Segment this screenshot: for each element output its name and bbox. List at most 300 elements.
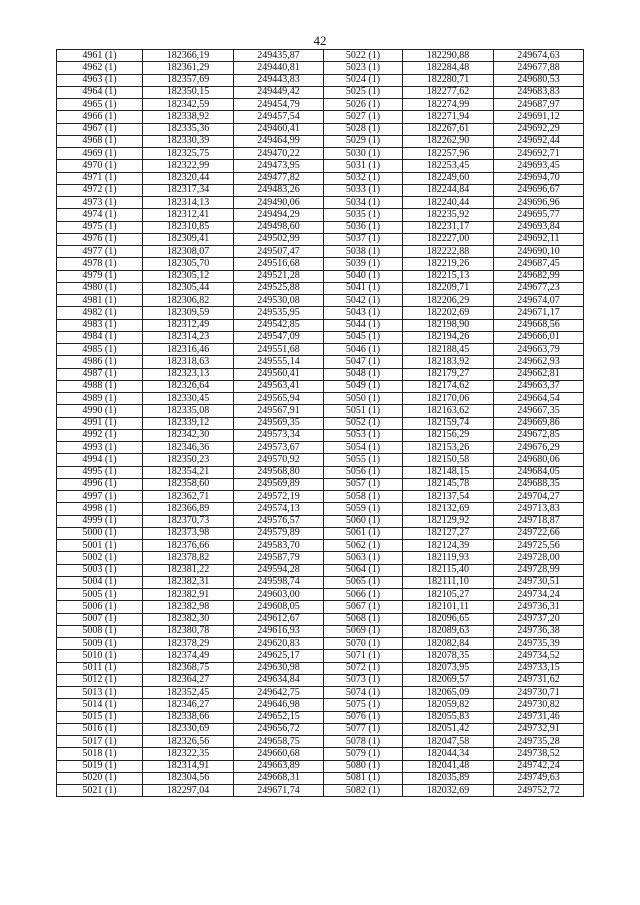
y-coordinate-left-cell: 249663,89 (234, 760, 324, 772)
x-coordinate-right-cell: 182219,26 (403, 258, 494, 270)
x-coordinate-right-cell: 182159,74 (403, 417, 494, 429)
point-id-left-cell: 5007 (1) (57, 613, 143, 625)
point-id-left-cell: 4970 (1) (57, 160, 143, 172)
y-coordinate-right-cell: 249731,62 (494, 674, 584, 686)
point-id-right-cell: 5041 (1) (324, 282, 403, 294)
y-coordinate-right-cell: 249734,24 (494, 589, 584, 601)
y-coordinate-right-cell: 249731,46 (494, 711, 584, 723)
y-coordinate-right-cell: 249722,66 (494, 527, 584, 539)
coordinates-table (56, 49, 584, 797)
y-coordinate-right-cell: 249662,93 (494, 356, 584, 368)
point-id-left-cell: 4993 (1) (57, 442, 143, 454)
x-coordinate-right-cell: 182065,09 (403, 687, 494, 699)
y-coordinate-left-cell: 249440,81 (234, 62, 324, 74)
x-coordinate-left-cell: 182326,56 (143, 736, 234, 748)
y-coordinate-left-cell: 249583,70 (234, 540, 324, 552)
y-coordinate-left-cell: 249568,80 (234, 466, 324, 478)
x-coordinate-left-cell: 182357,69 (143, 74, 234, 86)
point-id-right-cell: 5078 (1) (324, 736, 403, 748)
point-id-left-cell: 5013 (1) (57, 687, 143, 699)
table-row (57, 50, 584, 62)
x-coordinate-left-cell: 182308,07 (143, 246, 234, 258)
y-coordinate-right-cell: 249713,83 (494, 503, 584, 515)
table-row (57, 209, 584, 221)
y-coordinate-left-cell: 249470,22 (234, 148, 324, 160)
y-coordinate-right-cell: 249735,28 (494, 736, 584, 748)
table-row (57, 662, 584, 674)
y-coordinate-right-cell: 249736,31 (494, 601, 584, 613)
table-row (57, 184, 584, 196)
point-id-left-cell: 4989 (1) (57, 393, 143, 405)
point-id-left-cell: 5016 (1) (57, 723, 143, 735)
table-row (57, 442, 584, 454)
point-id-left-cell: 4992 (1) (57, 429, 143, 441)
point-id-right-cell: 5026 (1) (324, 99, 403, 111)
x-coordinate-right-cell: 182206,29 (403, 295, 494, 307)
x-coordinate-right-cell: 182290,88 (403, 50, 494, 62)
x-coordinate-left-cell: 182364,27 (143, 674, 234, 686)
y-coordinate-left-cell: 249668,31 (234, 772, 324, 784)
table-row (57, 785, 584, 797)
x-coordinate-left-cell: 182381,22 (143, 564, 234, 576)
y-coordinate-left-cell: 249502,99 (234, 233, 324, 245)
point-id-right-cell: 5029 (1) (324, 135, 403, 147)
y-coordinate-right-cell: 249674,07 (494, 295, 584, 307)
point-id-left-cell: 4961 (1) (57, 50, 143, 62)
point-id-right-cell: 5022 (1) (324, 50, 403, 62)
table-row (57, 540, 584, 552)
y-coordinate-right-cell: 249680,53 (494, 74, 584, 86)
x-coordinate-right-cell: 182163,62 (403, 405, 494, 417)
y-coordinate-left-cell: 249498,60 (234, 221, 324, 233)
y-coordinate-right-cell: 249662,81 (494, 368, 584, 380)
y-coordinate-left-cell: 249507,47 (234, 246, 324, 258)
point-id-right-cell: 5055 (1) (324, 454, 403, 466)
x-coordinate-left-cell: 182362,71 (143, 491, 234, 503)
x-coordinate-left-cell: 182318,63 (143, 356, 234, 368)
y-coordinate-right-cell: 249730,51 (494, 576, 584, 588)
x-coordinate-right-cell: 182137,54 (403, 491, 494, 503)
table-row (57, 319, 584, 331)
x-coordinate-left-cell: 182317,34 (143, 184, 234, 196)
y-coordinate-left-cell: 249473,95 (234, 160, 324, 172)
x-coordinate-left-cell: 182304,56 (143, 772, 234, 784)
point-id-left-cell: 5018 (1) (57, 748, 143, 760)
point-id-right-cell: 5032 (1) (324, 172, 403, 184)
point-id-left-cell: 4974 (1) (57, 209, 143, 221)
y-coordinate-left-cell: 249477,82 (234, 172, 324, 184)
y-coordinate-right-cell: 249730,82 (494, 699, 584, 711)
table-row (57, 454, 584, 466)
point-id-right-cell: 5057 (1) (324, 478, 403, 490)
y-coordinate-left-cell: 249464,99 (234, 135, 324, 147)
point-id-left-cell: 5009 (1) (57, 638, 143, 650)
x-coordinate-left-cell: 182305,44 (143, 282, 234, 294)
point-id-right-cell: 5027 (1) (324, 111, 403, 123)
y-coordinate-left-cell: 249567,91 (234, 405, 324, 417)
point-id-left-cell: 4987 (1) (57, 368, 143, 380)
y-coordinate-left-cell: 249560,41 (234, 368, 324, 380)
point-id-left-cell: 4998 (1) (57, 503, 143, 515)
point-id-left-cell: 4963 (1) (57, 74, 143, 86)
y-coordinate-right-cell: 249728,00 (494, 552, 584, 564)
point-id-right-cell: 5065 (1) (324, 576, 403, 588)
y-coordinate-right-cell: 249704,27 (494, 491, 584, 503)
x-coordinate-left-cell: 182314,91 (143, 760, 234, 772)
point-id-left-cell: 5005 (1) (57, 589, 143, 601)
y-coordinate-left-cell: 249449,42 (234, 86, 324, 98)
y-coordinate-right-cell: 249752,72 (494, 785, 584, 797)
y-coordinate-left-cell: 249594,28 (234, 564, 324, 576)
x-coordinate-right-cell: 182111,10 (403, 576, 494, 588)
y-coordinate-right-cell: 249725,56 (494, 540, 584, 552)
point-id-right-cell: 5080 (1) (324, 760, 403, 772)
table-row (57, 197, 584, 209)
table-row (57, 356, 584, 368)
point-id-right-cell: 5053 (1) (324, 429, 403, 441)
table-row (57, 711, 584, 723)
table-row (57, 368, 584, 380)
y-coordinate-left-cell: 249460,41 (234, 123, 324, 135)
y-coordinate-left-cell: 249569,89 (234, 478, 324, 490)
point-id-right-cell: 5050 (1) (324, 393, 403, 405)
point-id-right-cell: 5035 (1) (324, 209, 403, 221)
point-id-right-cell: 5028 (1) (324, 123, 403, 135)
y-coordinate-left-cell: 249443,83 (234, 74, 324, 86)
y-coordinate-right-cell: 249742,24 (494, 760, 584, 772)
x-coordinate-right-cell: 182209,71 (403, 282, 494, 294)
point-id-right-cell: 5081 (1) (324, 772, 403, 784)
y-coordinate-right-cell: 249692,29 (494, 123, 584, 135)
y-coordinate-right-cell: 249669,86 (494, 417, 584, 429)
y-coordinate-right-cell: 249693,84 (494, 221, 584, 233)
y-coordinate-left-cell: 249521,28 (234, 270, 324, 282)
point-id-right-cell: 5024 (1) (324, 74, 403, 86)
point-id-left-cell: 5004 (1) (57, 576, 143, 588)
x-coordinate-right-cell: 182240,44 (403, 197, 494, 209)
y-coordinate-right-cell: 249671,17 (494, 307, 584, 319)
y-coordinate-left-cell: 249656,72 (234, 723, 324, 735)
point-id-right-cell: 5075 (1) (324, 699, 403, 711)
y-coordinate-right-cell: 249666,01 (494, 331, 584, 343)
x-coordinate-left-cell: 182346,36 (143, 442, 234, 454)
x-coordinate-left-cell: 182382,30 (143, 613, 234, 625)
x-coordinate-left-cell: 182312,49 (143, 319, 234, 331)
point-id-right-cell: 5045 (1) (324, 331, 403, 343)
x-coordinate-right-cell: 182055,83 (403, 711, 494, 723)
point-id-right-cell: 5051 (1) (324, 405, 403, 417)
point-id-left-cell: 4986 (1) (57, 356, 143, 368)
point-id-right-cell: 5076 (1) (324, 711, 403, 723)
table-row (57, 344, 584, 356)
x-coordinate-right-cell: 182267,61 (403, 123, 494, 135)
point-id-left-cell: 5001 (1) (57, 540, 143, 552)
y-coordinate-right-cell: 249736,38 (494, 625, 584, 637)
point-id-left-cell: 4972 (1) (57, 184, 143, 196)
x-coordinate-left-cell: 182326,64 (143, 380, 234, 392)
point-id-left-cell: 4969 (1) (57, 148, 143, 160)
point-id-left-cell: 5012 (1) (57, 674, 143, 686)
point-id-right-cell: 5059 (1) (324, 503, 403, 515)
x-coordinate-right-cell: 182257,96 (403, 148, 494, 160)
x-coordinate-right-cell: 182262,90 (403, 135, 494, 147)
x-coordinate-left-cell: 182314,13 (143, 197, 234, 209)
y-coordinate-left-cell: 249579,89 (234, 527, 324, 539)
point-id-left-cell: 4976 (1) (57, 233, 143, 245)
point-id-left-cell: 4984 (1) (57, 331, 143, 343)
x-coordinate-right-cell: 182101,11 (403, 601, 494, 613)
y-coordinate-right-cell: 249695,77 (494, 209, 584, 221)
point-id-right-cell: 5060 (1) (324, 515, 403, 527)
point-id-left-cell: 4979 (1) (57, 270, 143, 282)
x-coordinate-left-cell: 182305,12 (143, 270, 234, 282)
y-coordinate-left-cell: 249565,94 (234, 393, 324, 405)
table-row (57, 160, 584, 172)
y-coordinate-left-cell: 249642,75 (234, 687, 324, 699)
y-coordinate-left-cell: 249576,57 (234, 515, 324, 527)
y-coordinate-left-cell: 249547,09 (234, 331, 324, 343)
x-coordinate-right-cell: 182227,00 (403, 233, 494, 245)
y-coordinate-right-cell: 249677,23 (494, 282, 584, 294)
x-coordinate-left-cell: 182338,66 (143, 711, 234, 723)
x-coordinate-left-cell: 182305,70 (143, 258, 234, 270)
x-coordinate-right-cell: 182073,95 (403, 662, 494, 674)
x-coordinate-right-cell: 182047,58 (403, 736, 494, 748)
x-coordinate-right-cell: 182119,93 (403, 552, 494, 564)
x-coordinate-left-cell: 182378,29 (143, 638, 234, 650)
y-coordinate-left-cell: 249454,79 (234, 99, 324, 111)
y-coordinate-left-cell: 249603,00 (234, 589, 324, 601)
x-coordinate-right-cell: 182150,58 (403, 454, 494, 466)
x-coordinate-left-cell: 182339,12 (143, 417, 234, 429)
y-coordinate-right-cell: 249738,52 (494, 748, 584, 760)
point-id-left-cell: 4981 (1) (57, 295, 143, 307)
y-coordinate-right-cell: 249677,88 (494, 62, 584, 74)
x-coordinate-left-cell: 182346,27 (143, 699, 234, 711)
point-id-left-cell: 4985 (1) (57, 344, 143, 356)
y-coordinate-right-cell: 249664,54 (494, 393, 584, 405)
coordinates-table-body (57, 50, 584, 797)
x-coordinate-left-cell: 182382,98 (143, 601, 234, 613)
x-coordinate-right-cell: 182044,34 (403, 748, 494, 760)
y-coordinate-right-cell: 249676,29 (494, 442, 584, 454)
point-id-right-cell: 5056 (1) (324, 466, 403, 478)
x-coordinate-left-cell: 182378,82 (143, 552, 234, 564)
x-coordinate-left-cell: 182382,91 (143, 589, 234, 601)
table-row (57, 748, 584, 760)
x-coordinate-left-cell: 182314,23 (143, 331, 234, 343)
table-row (57, 491, 584, 503)
point-id-right-cell: 5049 (1) (324, 380, 403, 392)
table-row (57, 527, 584, 539)
point-id-right-cell: 5066 (1) (324, 589, 403, 601)
table-row (57, 552, 584, 564)
x-coordinate-right-cell: 182280,71 (403, 74, 494, 86)
x-coordinate-left-cell: 182342,30 (143, 429, 234, 441)
x-coordinate-left-cell: 182335,36 (143, 123, 234, 135)
table-row (57, 429, 584, 441)
table-row (57, 270, 584, 282)
y-coordinate-left-cell: 249587,79 (234, 552, 324, 564)
point-id-right-cell: 5043 (1) (324, 307, 403, 319)
table-row (57, 613, 584, 625)
x-coordinate-left-cell: 182330,45 (143, 393, 234, 405)
x-coordinate-right-cell: 182202,69 (403, 307, 494, 319)
y-coordinate-right-cell: 249691,12 (494, 111, 584, 123)
point-id-left-cell: 5019 (1) (57, 760, 143, 772)
point-id-right-cell: 5046 (1) (324, 344, 403, 356)
table-row (57, 86, 584, 98)
point-id-left-cell: 5010 (1) (57, 650, 143, 662)
table-row (57, 405, 584, 417)
x-coordinate-left-cell: 182366,89 (143, 503, 234, 515)
point-id-left-cell: 5014 (1) (57, 699, 143, 711)
y-coordinate-left-cell: 249671,74 (234, 785, 324, 797)
x-coordinate-left-cell: 182358,60 (143, 478, 234, 490)
x-coordinate-right-cell: 182194,26 (403, 331, 494, 343)
x-coordinate-right-cell: 182059,82 (403, 699, 494, 711)
x-coordinate-left-cell: 182370,73 (143, 515, 234, 527)
y-coordinate-left-cell: 249573,34 (234, 429, 324, 441)
point-id-right-cell: 5054 (1) (324, 442, 403, 454)
point-id-right-cell: 5067 (1) (324, 601, 403, 613)
y-coordinate-left-cell: 249573,67 (234, 442, 324, 454)
x-coordinate-left-cell: 182368,75 (143, 662, 234, 674)
y-coordinate-left-cell: 249494,29 (234, 209, 324, 221)
point-id-right-cell: 5061 (1) (324, 527, 403, 539)
x-coordinate-right-cell: 182215,13 (403, 270, 494, 282)
y-coordinate-right-cell: 249683,83 (494, 86, 584, 98)
point-id-right-cell: 5073 (1) (324, 674, 403, 686)
x-coordinate-left-cell: 182325,75 (143, 148, 234, 160)
y-coordinate-right-cell: 249690,10 (494, 246, 584, 258)
x-coordinate-right-cell: 182069,57 (403, 674, 494, 686)
x-coordinate-right-cell: 182124,39 (403, 540, 494, 552)
x-coordinate-right-cell: 182105,27 (403, 589, 494, 601)
x-coordinate-left-cell: 182352,45 (143, 687, 234, 699)
table-row (57, 233, 584, 245)
x-coordinate-right-cell: 182222,88 (403, 246, 494, 258)
point-id-left-cell: 4983 (1) (57, 319, 143, 331)
table-row (57, 699, 584, 711)
point-id-left-cell: 5021 (1) (57, 785, 143, 797)
y-coordinate-left-cell: 249652,15 (234, 711, 324, 723)
point-id-right-cell: 5025 (1) (324, 86, 403, 98)
table-row (57, 601, 584, 613)
x-coordinate-right-cell: 182253,45 (403, 160, 494, 172)
point-id-left-cell: 4990 (1) (57, 405, 143, 417)
point-id-right-cell: 5038 (1) (324, 246, 403, 258)
point-id-left-cell: 5002 (1) (57, 552, 143, 564)
x-coordinate-right-cell: 182274,99 (403, 99, 494, 111)
x-coordinate-right-cell: 182153,26 (403, 442, 494, 454)
point-id-left-cell: 5015 (1) (57, 711, 143, 723)
y-coordinate-right-cell: 249696,96 (494, 197, 584, 209)
x-coordinate-left-cell: 182309,41 (143, 233, 234, 245)
x-coordinate-right-cell: 182231,17 (403, 221, 494, 233)
y-coordinate-left-cell: 249598,74 (234, 576, 324, 588)
point-id-left-cell: 4988 (1) (57, 380, 143, 392)
y-coordinate-left-cell: 249612,67 (234, 613, 324, 625)
y-coordinate-right-cell: 249663,79 (494, 344, 584, 356)
x-coordinate-right-cell: 182188,45 (403, 344, 494, 356)
y-coordinate-left-cell: 249616,93 (234, 625, 324, 637)
point-id-left-cell: 4971 (1) (57, 172, 143, 184)
x-coordinate-left-cell: 182380,78 (143, 625, 234, 637)
table-row (57, 564, 584, 576)
point-id-left-cell: 5000 (1) (57, 527, 143, 539)
y-coordinate-left-cell: 249535,95 (234, 307, 324, 319)
x-coordinate-right-cell: 182174,62 (403, 380, 494, 392)
x-coordinate-left-cell: 182330,69 (143, 723, 234, 735)
x-coordinate-left-cell: 182373,98 (143, 527, 234, 539)
point-id-left-cell: 4967 (1) (57, 123, 143, 135)
point-id-right-cell: 5074 (1) (324, 687, 403, 699)
y-coordinate-right-cell: 249684,05 (494, 466, 584, 478)
table-row (57, 331, 584, 343)
table-row (57, 650, 584, 662)
table-row (57, 74, 584, 86)
y-coordinate-right-cell: 249735,39 (494, 638, 584, 650)
x-coordinate-right-cell: 182156,29 (403, 429, 494, 441)
table-row (57, 258, 584, 270)
x-coordinate-right-cell: 182235,92 (403, 209, 494, 221)
table-row (57, 674, 584, 686)
y-coordinate-left-cell: 249530,08 (234, 295, 324, 307)
point-id-right-cell: 5068 (1) (324, 613, 403, 625)
y-coordinate-right-cell: 249687,97 (494, 99, 584, 111)
y-coordinate-right-cell: 249730,71 (494, 687, 584, 699)
x-coordinate-right-cell: 182132,69 (403, 503, 494, 515)
x-coordinate-left-cell: 182374,49 (143, 650, 234, 662)
y-coordinate-left-cell: 249608,05 (234, 601, 324, 613)
y-coordinate-left-cell: 249570,92 (234, 454, 324, 466)
table-row (57, 148, 584, 160)
point-id-left-cell: 4968 (1) (57, 135, 143, 147)
y-coordinate-left-cell: 249457,54 (234, 111, 324, 123)
y-coordinate-right-cell: 249674,63 (494, 50, 584, 62)
point-id-right-cell: 5082 (1) (324, 785, 403, 797)
x-coordinate-right-cell: 182096,65 (403, 613, 494, 625)
y-coordinate-right-cell: 249749,63 (494, 772, 584, 784)
x-coordinate-right-cell: 182170,06 (403, 393, 494, 405)
page-number: 42 (313, 33, 327, 48)
y-coordinate-left-cell: 249551,68 (234, 344, 324, 356)
x-coordinate-right-cell: 182249,60 (403, 172, 494, 184)
point-id-left-cell: 5008 (1) (57, 625, 143, 637)
table-row (57, 589, 584, 601)
point-id-left-cell: 4973 (1) (57, 197, 143, 209)
x-coordinate-left-cell: 182376,66 (143, 540, 234, 552)
point-id-left-cell: 4980 (1) (57, 282, 143, 294)
x-coordinate-right-cell: 182148,15 (403, 466, 494, 478)
point-id-left-cell: 5006 (1) (57, 601, 143, 613)
x-coordinate-right-cell: 182032,69 (403, 785, 494, 797)
table-row (57, 736, 584, 748)
y-coordinate-left-cell: 249483,26 (234, 184, 324, 196)
x-coordinate-left-cell: 182320,44 (143, 172, 234, 184)
y-coordinate-left-cell: 249646,98 (234, 699, 324, 711)
point-id-right-cell: 5036 (1) (324, 221, 403, 233)
table-row (57, 478, 584, 490)
point-id-left-cell: 4991 (1) (57, 417, 143, 429)
table-row (57, 417, 584, 429)
table-row (57, 111, 584, 123)
x-coordinate-right-cell: 182089,63 (403, 625, 494, 637)
table-row (57, 307, 584, 319)
x-coordinate-left-cell: 182350,15 (143, 86, 234, 98)
table-row (57, 687, 584, 699)
